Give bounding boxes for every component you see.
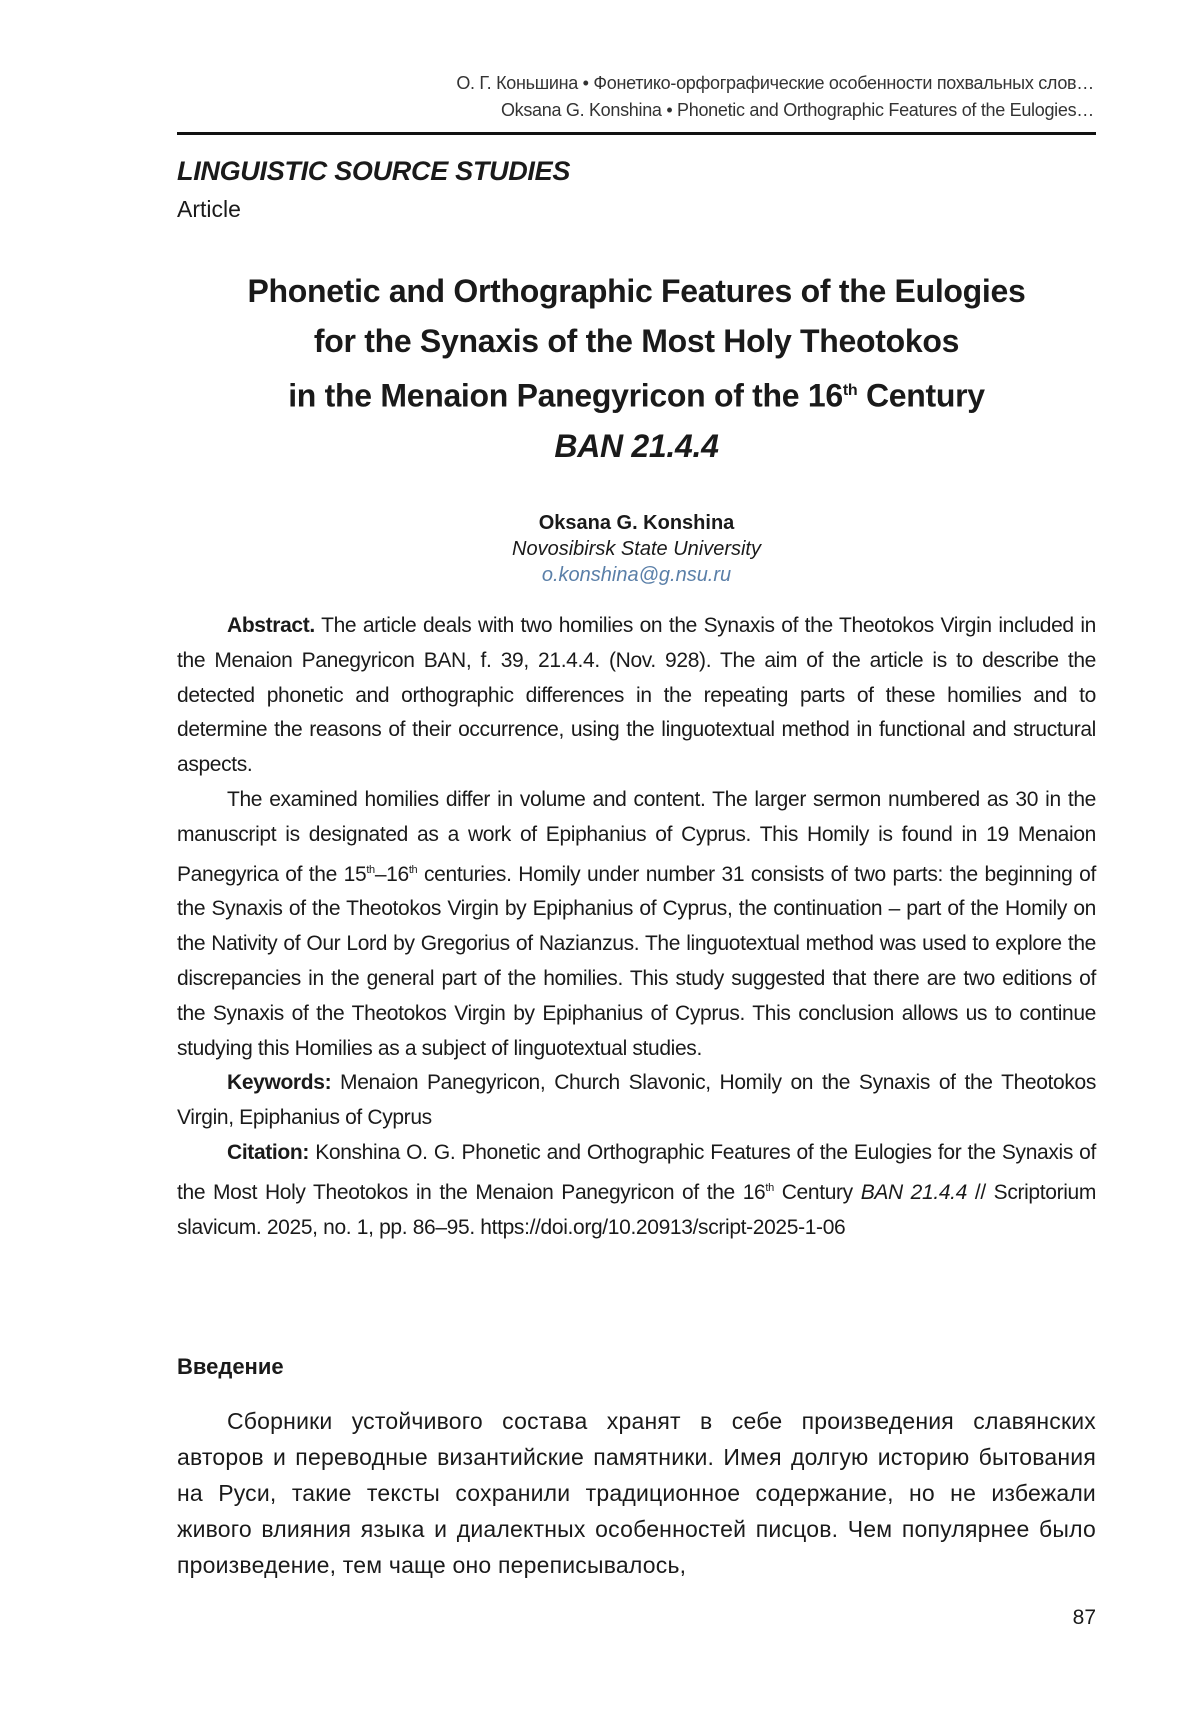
- intro-heading: Введение: [177, 1354, 284, 1379]
- abstract-block: [177, 609, 1096, 1245]
- running-header-en: Oksana G. Konshina • Phonetic and Orthographic Features of the Eulogies…: [500, 100, 1094, 120]
- author-name: Oksana G. Konshina: [538, 512, 735, 534]
- abstract-paragraph: [177, 783, 1096, 1066]
- abstract-text: –16: [374, 862, 409, 886]
- sup: th: [366, 863, 375, 876]
- article-title: [177, 266, 1096, 471]
- abstract-text: The article deals with two homilies on the Synaxis of the Theotokos Virgin included in the Menaion Panegyricon BAN, f. 39, 21.4.4. (Nov. 928). The aim of the article is to describe the detected phonetic and orthographic differences in the repeating parts of these homilies and to determine the reasons of their occurrence, using the linguotextual method in functional and structural aspects.: [177, 614, 1096, 777]
- title-line: for the Synaxis of the Most Holy Theotokos: [313, 323, 960, 359]
- keywords: [177, 1066, 1096, 1136]
- title-line: [177, 366, 1096, 421]
- author-block: [177, 510, 1096, 588]
- citation-text: Konshina O. G. Phonetic and Orthographic Features of the Eulogies for the Synaxis of the Most Holy Theotokos in the Menaion Panegyricon of the 16: [177, 1140, 1096, 1204]
- abstract-label: Abstract.: [227, 614, 315, 637]
- sup: th: [408, 863, 418, 876]
- abstract-text: The examined homilies differ in volume and content. The larger sermon numbered as 30 in the manuscript is designated as a work of Epiphanius of Cyprus. This Homily is found in 19 Menaion Panegyrica of the 15: [177, 787, 1096, 886]
- title-text: in the Menaion Panegyricon of the 16: [288, 377, 843, 414]
- section-heading: LINGUISTIC SOURCE STUDIES: [177, 156, 571, 186]
- page-number: 87: [1072, 1606, 1096, 1629]
- running-header-ru: О. Г. Коньшина • Фонетико-орфографические особенности похвальных слов…: [456, 73, 1094, 93]
- title-sup: th: [842, 382, 858, 399]
- title-shelfmark: BAN 21.4.4: [554, 427, 719, 464]
- citation-label: Citation:: [227, 1140, 309, 1164]
- abstract-text: centuries. Homily under number 31 consists of two parts: the beginning of the Synaxis of the Theotokos Virgin by Epiphanius of Cyprus, the continuation – part of the Homily on the Nativity of Our Lord by Gregorius of Nazianzus. The linguotextual method was used to explore the discrepancies in the general part of the homilies. This study suggested that there are two editions of the Synaxis of the Theotokos Virgin by Epiphanius of Cyprus. This conclusion allows us to continue studying this Homilies as a subject of linguotextual studies.: [177, 862, 1096, 1060]
- header-rule: [177, 132, 1096, 135]
- citation: [177, 1136, 1096, 1245]
- intro-body: [177, 1403, 1096, 1583]
- article-type: Article: [177, 196, 241, 222]
- keywords-text: Menaion Panegyricon, Church Slavonic, Homily on the Synaxis of the Theotokos Virgin, Epiphanius of Cyprus: [177, 1071, 1096, 1130]
- citation-doi: // Scriptorium slavicum. 2025, no. 1, pp. 86–95. https://doi.org/10.20913/script-2025-1-06: [177, 1180, 1096, 1239]
- title-text: Century: [857, 377, 985, 414]
- author-affiliation: Novosibirsk State University: [512, 538, 761, 560]
- citation-text: Century: [773, 1180, 861, 1204]
- keywords-label: Keywords:: [227, 1071, 332, 1095]
- citation-shelfmark: BAN 21.4.4: [860, 1180, 967, 1204]
- abstract-paragraph: [177, 609, 1096, 783]
- intro-paragraph: Сборники устойчивого состава хранят в себе произведения славянских авторов и переводные византийские памятники. Имея долгую историю бытования на Руси, такие тексты сохранили традиционное содержание, но не избежали живого влияния языка и диалектных особенностей писцов. Чем популярнее было произведение, тем чаще оно переписывалось,: [177, 1408, 1096, 1578]
- title-line: Phonetic and Orthographic Features of the Eulogies: [247, 273, 1026, 309]
- author-email[interactable]: o.konshina@g.nsu.ru: [541, 564, 732, 586]
- sup: th: [765, 1181, 774, 1194]
